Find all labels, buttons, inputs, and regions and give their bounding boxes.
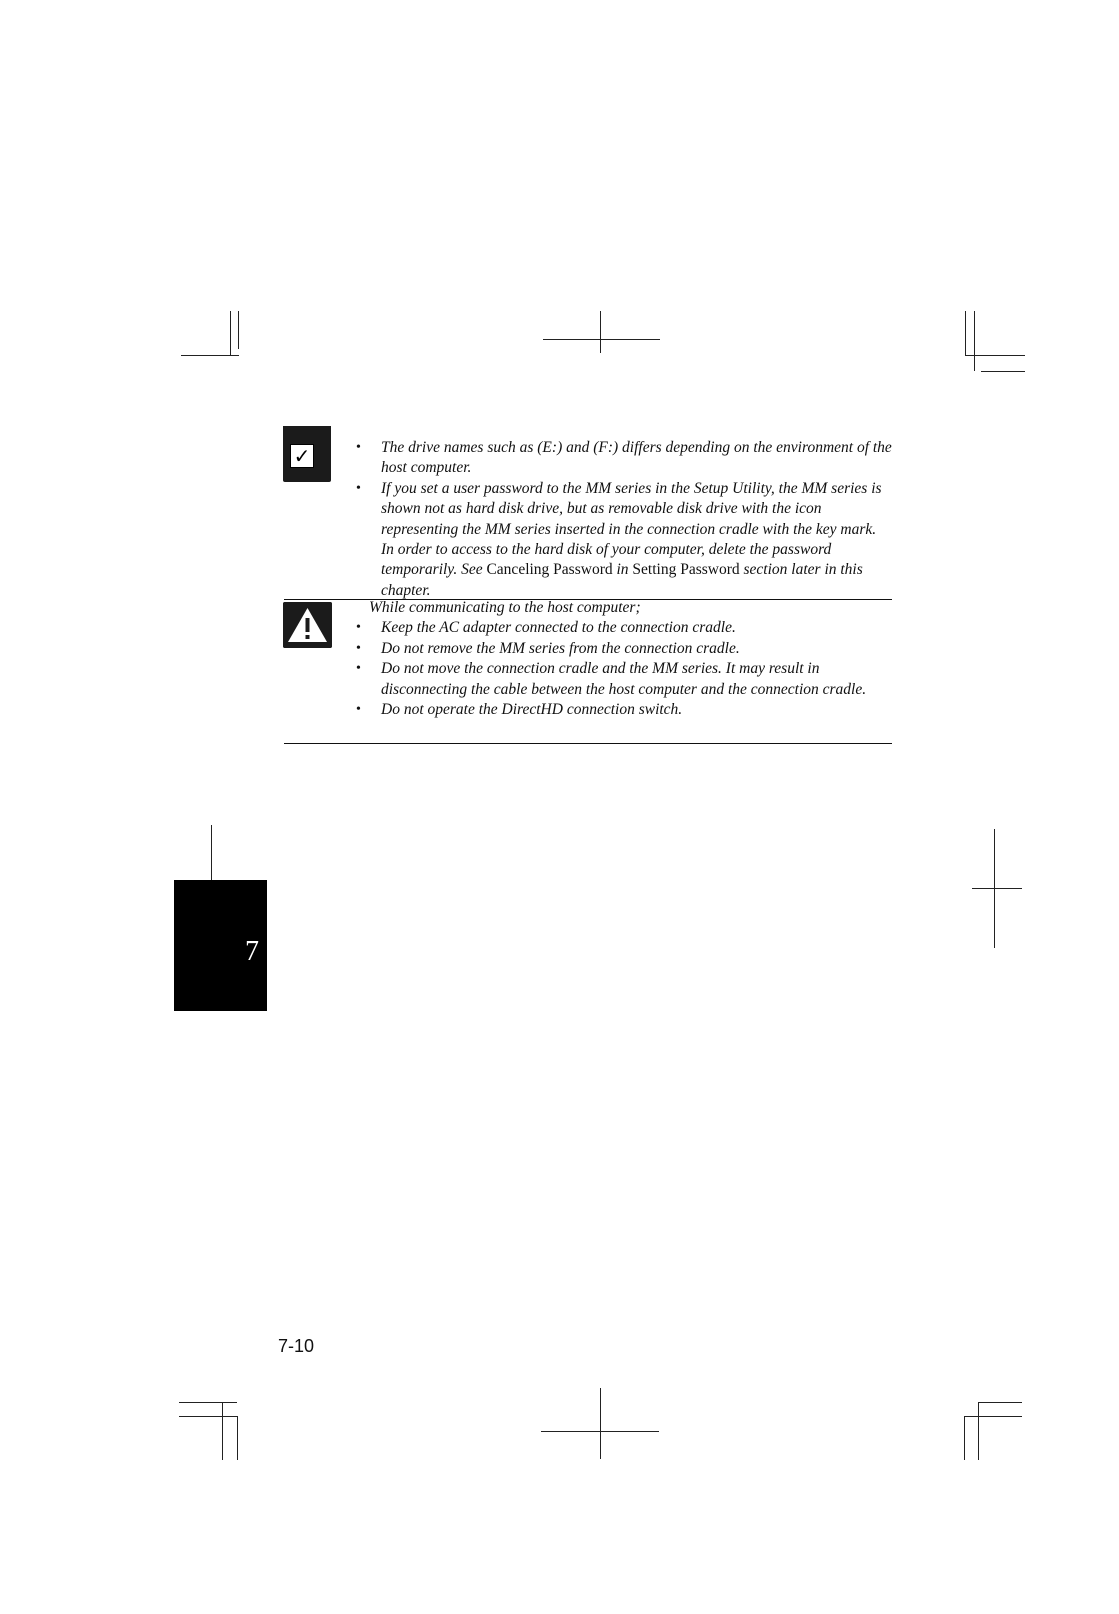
crop-mark (974, 311, 975, 371)
crop-mark (981, 371, 1025, 372)
setting-password-ref: Setting Password (632, 561, 740, 579)
chapter-number: 7 (245, 936, 259, 967)
crop-mark (543, 339, 660, 340)
crop-mark (211, 825, 212, 881)
ref-in: in (612, 561, 633, 579)
ref-tail: section later in this chapter. (381, 561, 863, 599)
crop-mark (972, 888, 1022, 889)
crop-mark (978, 1402, 979, 1460)
crop-mark (230, 311, 231, 355)
note-bullet-1: The drive names such as (E:) and (F:) differs depending on the environment of the host computer. (381, 439, 892, 477)
crop-mark (600, 1388, 601, 1459)
crop-mark (179, 1416, 237, 1417)
chapter-tab (174, 880, 267, 1011)
crop-mark (964, 1416, 1022, 1417)
crop-mark (237, 1416, 238, 1460)
crop-mark (222, 1402, 223, 1460)
crop-mark (965, 311, 966, 355)
page-number: 7-10 (278, 1336, 315, 1356)
checkmark-note-icon: ✓ (283, 426, 331, 482)
warning-section (352, 598, 892, 720)
divider (284, 743, 892, 744)
warning-triangle-icon (283, 602, 332, 648)
canceling-password-ref: Canceling Password (486, 561, 613, 579)
list-item: • If you set a user password to the MM series in the Setup Utility, the MM series is shown not as hard disk drive, but as removable disk drive with the icon representing the MM series inserted in the connection cradle with the key mark. In order to access to the hard disk of your computer, delete the password temporarily. See Canceling Password in Setting Password section later in this chapter. (356, 479, 882, 599)
list-item: • Do not move the connection cradle and the MM series. It may result in disconnecting the cable between the host computer and the connection cradle. (356, 660, 867, 698)
warning-intro: While communicating to the host computer; (369, 599, 641, 616)
list-item: • Do not remove the MM series from the connection cradle. (356, 639, 740, 657)
crop-mark (978, 1402, 1022, 1403)
crop-mark (964, 1416, 965, 1460)
crop-mark (600, 311, 601, 353)
crop-mark (238, 311, 239, 349)
list-item: • Do not operate the DirectHD connection switch. (356, 701, 683, 719)
list-item: • The drive names such as (E:) and (F:) differs depending on the environment of the host computer. (356, 439, 892, 477)
crop-mark (181, 355, 239, 356)
list-item: • Keep the AC adapter connected to the connection cradle. (356, 619, 736, 637)
crop-mark (965, 355, 1025, 356)
crop-mark (179, 1402, 237, 1403)
note-bullet-2: If you set a user password to the MM series in the Setup Utility, the MM series is shown not as hard disk drive, but as removable disk drive with the icon representing the MM series inserted in the connection cradle with the key mark. In order to access to the hard disk of your computer, delete the password temporarily. See (381, 479, 882, 579)
note-section (352, 438, 892, 601)
